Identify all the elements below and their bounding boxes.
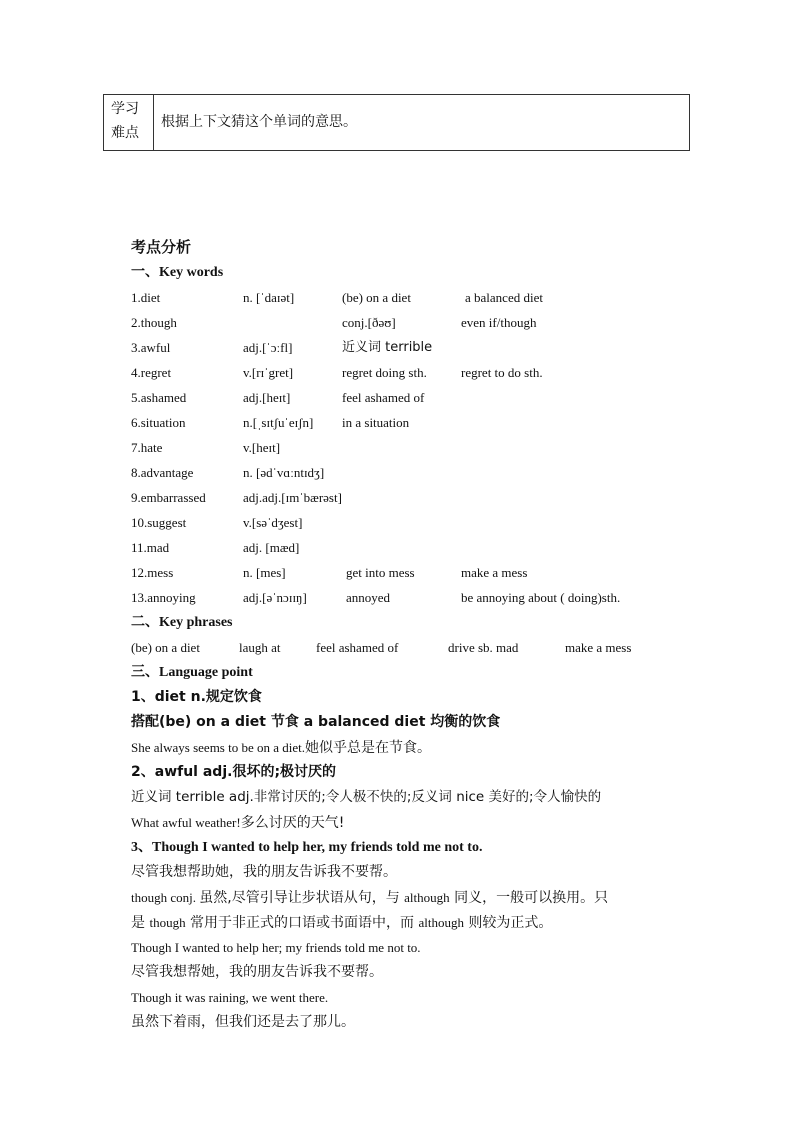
lp3-explain-text: 同义，一般可以换用。只 <box>449 890 609 906</box>
kw-pos: n. [mes] <box>243 565 286 580</box>
lp3-explain-text: 则较为正式。 <box>463 915 553 931</box>
lp3-explain-text: 是 <box>131 915 150 931</box>
kw-pos: adj.[əˈnɔɪɪŋ] <box>243 590 307 605</box>
kw-word: 8.advantage <box>131 465 194 480</box>
kw-word: 10.suggest <box>131 515 187 530</box>
key-word-row <box>131 560 691 585</box>
kw-pos: n.[ˌsɪtʃuˈeɪʃn] <box>243 415 314 430</box>
lp3-example1-en: Though I wanted to help her; my friends told me not to. <box>131 940 421 955</box>
lp3-title-zh: 尽管我想帮助她，我的朋友告诉我不要帮。 <box>131 864 397 880</box>
key-word-row <box>131 485 691 510</box>
lp3-explain-text: 常用于非正式的口语或书面语中，而 <box>185 915 419 931</box>
kw-pos: adj.[heɪt] <box>243 390 291 405</box>
lp3-example2-en: Though it was raining, we went there. <box>131 990 329 1005</box>
lp3-explain-word: though conj. <box>131 890 200 905</box>
lp3-explain-word: though <box>149 915 186 930</box>
lp1-example-en: She always seems to be on a diet. <box>131 740 306 755</box>
kw-pos: n. [ˈdaɪət] <box>243 290 295 305</box>
lp3-explain-line1 <box>131 885 691 910</box>
key-phrase: drive sb. mad <box>448 640 519 655</box>
lp1-example <box>131 735 691 760</box>
kw-note2: be annoying about ( doing)sth. <box>461 590 621 605</box>
key-word-row <box>131 285 691 310</box>
study-difficulty-table <box>103 94 690 151</box>
key-word-row <box>131 360 691 385</box>
document-body <box>131 235 691 1035</box>
kw-word: 12.mess <box>131 565 174 580</box>
section-title: 考点分析 <box>131 238 192 256</box>
lp2-example-en: What awful weather! <box>131 815 241 830</box>
kw-pos: adj.adj.[ɪmˈbærəst] <box>243 490 342 505</box>
kw-pos: v.[heɪt] <box>243 440 281 455</box>
kw-note1: in a situation <box>342 415 410 430</box>
key-words-heading: 一、Key words <box>131 265 224 280</box>
lp3-explain-line2 <box>131 910 691 935</box>
kw-note2: make a mess <box>461 565 528 580</box>
kw-note1: conj.[ðəʊ] <box>342 315 396 330</box>
lp3-example1-zh: 尽管我想帮她，我的朋友告诉我不要帮。 <box>131 964 383 980</box>
kw-word: 13.annoying <box>131 590 196 605</box>
lp3-title: 3、Though I wanted to help her, my friends told me not to. <box>131 840 483 855</box>
table-content-cell: 根据上下文猜这个单词的意思。 <box>161 114 357 130</box>
kw-note1: 近义词 terrible <box>342 340 433 355</box>
kw-word: 1.diet <box>131 290 161 305</box>
key-word-row <box>131 435 691 460</box>
lp2-example-zh: 多么讨厌的天气! <box>240 815 345 831</box>
kw-word: 4.regret <box>131 365 172 380</box>
kw-word: 6.situation <box>131 415 186 430</box>
key-phrase: feel ashamed of <box>316 640 399 655</box>
lp2-title: 2、awful adj.很坏的;极讨厌的 <box>131 764 337 780</box>
key-words-list <box>131 285 691 610</box>
key-word-row <box>131 385 691 410</box>
key-word-row <box>131 410 691 435</box>
key-word-row <box>131 535 691 560</box>
lp1-example-zh: 她似乎总是在节食。 <box>305 740 432 756</box>
kw-pos: v.[səˈdʒest] <box>243 515 303 530</box>
kw-note2: regret to do sth. <box>461 365 543 380</box>
key-word-row <box>131 335 691 360</box>
key-phrases-row <box>131 635 691 660</box>
kw-pos: n. [ədˈvɑːntɪdʒ] <box>243 465 325 480</box>
lp3-explain-word: although <box>404 890 450 905</box>
table-label-line1: 学习 <box>111 101 139 117</box>
key-word-row <box>131 510 691 535</box>
key-phrase: laugh at <box>239 640 281 655</box>
kw-note1: feel ashamed of <box>342 390 425 405</box>
kw-pos: v.[rɪˈgret] <box>243 365 294 380</box>
kw-word: 7.hate <box>131 440 163 455</box>
lp2-synonym: 近义词 terrible adj.非常讨厌的;令人极不快的;反义词 nice 美好的;令人愉快的 <box>131 789 602 805</box>
lp3-explain-word: although <box>418 915 464 930</box>
kw-note1: annoyed <box>346 590 391 605</box>
kw-note2: a balanced diet <box>465 290 543 305</box>
kw-note1: (be) on a diet <box>342 290 411 305</box>
kw-word: 5.ashamed <box>131 390 187 405</box>
key-phrase: (be) on a diet <box>131 640 200 655</box>
kw-word: 9.embarrassed <box>131 490 206 505</box>
key-word-row <box>131 585 691 610</box>
kw-note1: get into mess <box>346 565 415 580</box>
table-label-line2: 难点 <box>111 125 139 141</box>
kw-note2: even if/though <box>461 315 537 330</box>
lp1-title: 1、diet n.规定饮食 <box>131 689 262 705</box>
language-point-heading: 三、Language point <box>131 665 253 680</box>
key-phrases-heading: 二、Key phrases <box>131 615 233 630</box>
kw-word: 2.though <box>131 315 177 330</box>
lp3-explain-text: 虽然,尽管引导让步状语从句，与 <box>199 890 405 906</box>
kw-pos: adj. [mæd] <box>243 540 300 555</box>
key-word-row <box>131 460 691 485</box>
key-phrase: make a mess <box>565 640 632 655</box>
key-word-row <box>131 310 691 335</box>
kw-word: 3.awful <box>131 340 171 355</box>
table-label-cell <box>104 95 154 150</box>
kw-pos: adj.[ˈɔːfl] <box>243 340 293 355</box>
lp2-example <box>131 810 691 835</box>
kw-word: 11.mad <box>131 540 170 555</box>
lp1-collocation: 搭配(be) on a diet 节食 a balanced diet 均衡的饮食 <box>131 714 501 730</box>
kw-note1: regret doing sth. <box>342 365 427 380</box>
lp3-example2-zh: 虽然下着雨，但我们还是去了那儿。 <box>131 1014 355 1030</box>
